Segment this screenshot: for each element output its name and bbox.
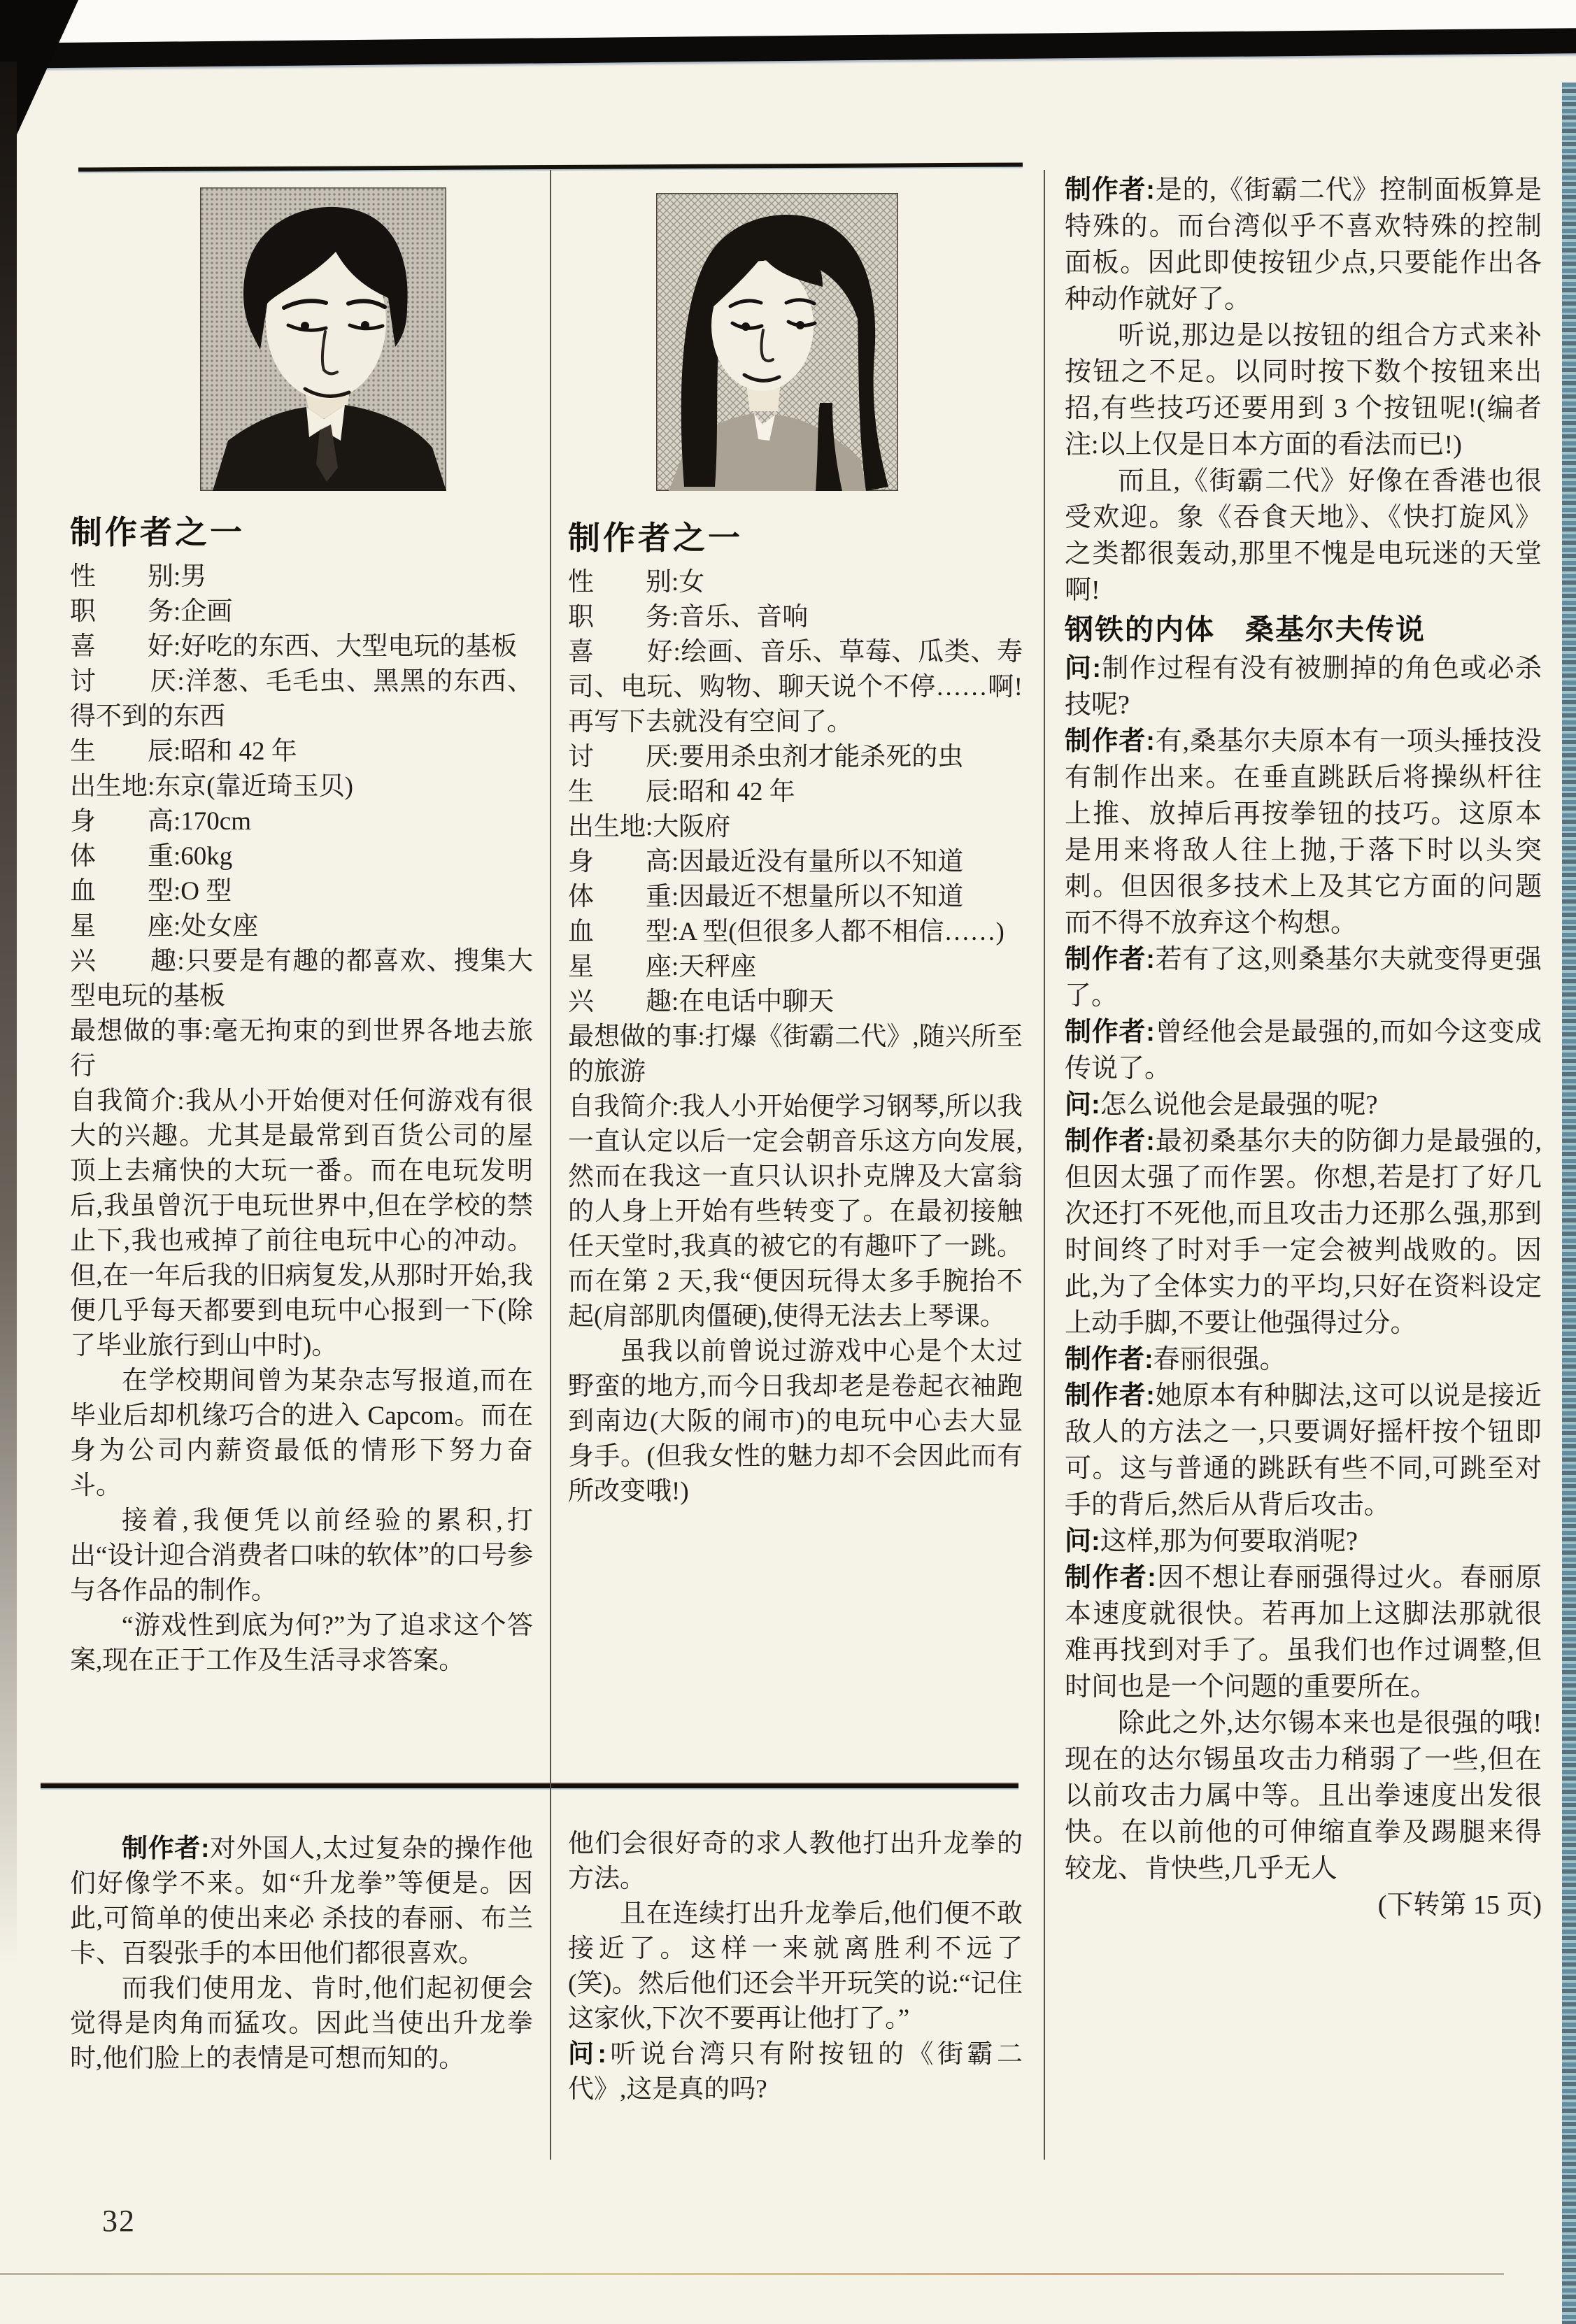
speaker-label: 制作者: xyxy=(1065,1381,1155,1411)
interview-bottom-left xyxy=(70,1831,533,2076)
creator1-column xyxy=(70,515,533,1678)
column-divider-left xyxy=(550,170,551,2160)
paragraph-text: 听说,那边是以按钮的组合方式来补按钮之不足。以同时按下数个按钮来出招,有些技巧还要用到 3 个按钮呢!(编者注:以上仅是日本方面的看法而已!) xyxy=(1065,321,1542,459)
profile-line: 性 别:女 xyxy=(568,568,705,597)
profile-line: 星 座:天秤座 xyxy=(568,953,757,981)
profile-line: 兴 趣:在电话中聊天 xyxy=(568,988,835,1016)
speaker-label: 制作者: xyxy=(1065,727,1155,756)
interview-paragraph xyxy=(1065,463,1542,608)
profile-line: 体 重:因最近不想量所以不知道 xyxy=(568,883,964,911)
paragraph-text: 而且,《街霸二代》好像在香港也很受欢迎。象《吞食天地》、《快打旋风》之类都很轰动,那里不愧是电玩迷的天堂啊! xyxy=(1065,466,1542,605)
profile-line: 最想做的事:打爆《街霸二代》,随兴所至的旅游 xyxy=(568,1022,1023,1086)
profile-line: 身 高:170cm xyxy=(70,807,251,836)
continuation-note: (下转第 15 页) xyxy=(1377,1890,1542,1920)
creator1-header: 制作者之一 xyxy=(70,514,245,550)
profile-line: 出生地:大阪府 xyxy=(568,813,731,841)
speaker-label: 制作者: xyxy=(1065,176,1155,205)
profile-line: 身 高:因最近没有量所以不知道 xyxy=(568,848,964,876)
interview-paragraph xyxy=(568,1827,1023,1897)
paragraph-text: 她原本有种脚法,这可以说是接近敌人的方法之一,只要调好摇杆按个钮即可。这与普通的跳跃有些不同,可跳至对手的背后,然后从背后攻击。 xyxy=(1065,1381,1542,1520)
profile-line: 喜 好:好吃的东西、大型电玩的基板 xyxy=(70,632,518,661)
interview-paragraph xyxy=(70,1831,533,1972)
interview-paragraph xyxy=(1065,172,1542,318)
profile-line: 兴 趣:只要是有趣的都喜欢、搜集大型电玩的基板 xyxy=(70,947,533,1011)
scan-right-edge-noise xyxy=(1562,83,1576,2324)
speaker-label: 制作者: xyxy=(1065,1345,1153,1374)
profile-line: 职 务:企画 xyxy=(70,597,233,626)
paragraph-text: 若有了这,则桑基尔夫就变得更强了。 xyxy=(1065,945,1542,1011)
profile-line: 血 型:O 型 xyxy=(70,877,232,906)
creator2-portrait-illustration xyxy=(656,193,898,491)
profile-line: 喜 好:绘画、音乐、草莓、瓜类、寿司、电玩、购物、聊天说个不停……啊!再写下去就没有空间了。 xyxy=(568,638,1023,736)
creator1-paragraph: 接着,我便凭以前经验的累积,打出“设计迎合消费者口味的软体”的口号参与各作品的制作。 xyxy=(70,1506,533,1605)
interview-paragraph xyxy=(70,1972,533,2076)
profile-line: 生 辰:昭和 42 年 xyxy=(70,737,297,766)
profile-line: 职 务:音乐、音响 xyxy=(568,603,809,632)
section-divider-rule xyxy=(41,1783,1018,1788)
paragraph-text: 他们会很好奇的求人教他打出升龙拳的方法。 xyxy=(568,1830,1023,1893)
creator1-paragraph: “游戏性到底为何?”为了追求这个答案,现在正于工作及生活寻求答案。 xyxy=(70,1611,533,1675)
interview-paragraph xyxy=(1065,650,1542,723)
young-woman-ink-portrait-icon xyxy=(656,193,898,491)
interview-paragraph xyxy=(1065,1705,1542,1887)
profile-line: 血 型:A 型(但很多人都不相信……) xyxy=(568,918,1004,946)
speaker-label: 制作者: xyxy=(1065,1127,1155,1156)
interview-paragraph xyxy=(1065,1087,1542,1123)
paragraph-text: 有,桑基尔夫原本有一项头捶技没有制作出来。在垂直跳跃后将操纵杆往上推、放掉后再按拳钮的技巧。这原本是用来将敌人往上抛,于落下时以头突刺。但因很多技术上及其它方面的问题而不得不放弃这个构想。 xyxy=(1065,727,1542,938)
column-divider-right xyxy=(1044,170,1045,2160)
interview-paragraph xyxy=(1065,1123,1542,1341)
speaker-label: 问: xyxy=(1065,654,1102,683)
profile-line: 自我简介:我人小开始便学习钢琴,所以我一直认定以后一定会朝音乐这方向发展,然而在我这一直只认识扑克牌及大富翁的人身上开始有些转变了。在最初接触任天堂时,我真的被它的有趣吓了一跳。而在第 2 天,我“便因玩得太多手腕抬不起(肩部肌肉僵硬),使得无法去上琴课。 xyxy=(568,1092,1023,1331)
paragraph-text: 除此之外,达尔锡本来也是很强的哦! 现在的达尔锡虽攻击力稍弱了一些,但在以前攻击力属中等。且出拳速度出发很快。在以前他的可伸缩直拳及踢腿来得较龙、肯快些,几乎无人 xyxy=(1065,1709,1542,1883)
scan-bottom-crease xyxy=(0,2273,1504,2275)
young-man-ink-portrait-icon xyxy=(200,187,446,491)
interview-paragraph xyxy=(1065,1341,1542,1378)
interview-paragraph xyxy=(568,2037,1023,2107)
speaker-label: 制作者: xyxy=(122,1834,210,1862)
profile-line: 讨 厌:要用杀虫剂才能杀死的虫 xyxy=(568,743,964,771)
interview-bottom-middle xyxy=(568,1827,1023,2107)
paragraph-text: 且在连续打出升龙拳后,他们便不敢接近了。这样一来就离胜利不远了(笑)。然后他们还会半开玩笑的说:“记住这家伙,下次不要再让他打了。” xyxy=(568,1899,1023,2033)
speaker-label: 问: xyxy=(568,2039,606,2068)
paragraph-text: 制作过程有没有被删掉的角色或必杀技呢? xyxy=(1065,654,1542,720)
interview-paragraph xyxy=(1065,1378,1542,1523)
section-header-zangief-legend: 钢铁的内体 桑基尔夫传说 xyxy=(1065,613,1426,646)
paragraph-text: 这样,那为何要取消呢? xyxy=(1100,1527,1358,1556)
profile-line: 性 别:男 xyxy=(70,562,207,591)
paragraph-text: 而我们使用龙、肯时,他们起初便会觉得是肉角而猛攻。因此当使出升龙拳时,他们脸上的表情是可想而知的。 xyxy=(70,1974,533,2073)
profile-line: 出生地:东京(靠近琦玉贝) xyxy=(70,772,353,801)
speaker-label: 制作者: xyxy=(1065,1563,1156,1592)
interview-paragraph xyxy=(1065,1014,1542,1087)
paragraph-text: 是的,《街霸二代》控制面板算是特殊的。而台湾似乎不喜欢特殊的控制面板。因此即使按钮少点,只要能作出各种动作就好了。 xyxy=(1065,176,1542,314)
interview-paragraph xyxy=(1065,318,1542,463)
creator2-paragraph: 虽我以前曾说过游戏中心是个太过野蛮的地方,而今日我却老是卷起衣袖跑到南边(大阪的闹市)的电玩中心去大显身手。(但我女性的魅力却不会因此而有所改变哦!) xyxy=(568,1337,1023,1506)
interview-paragraph xyxy=(1065,1560,1542,1705)
paragraph-text: 春丽很强。 xyxy=(1153,1345,1286,1374)
interview-paragraph xyxy=(1065,1523,1542,1560)
paragraph-text: 听说台湾只有附按钮的《街霸二代》,这是真的吗? xyxy=(568,2040,1023,2104)
interview-paragraph xyxy=(1065,941,1542,1014)
paragraph-text: 因不想让春丽强得过火。春丽原本速度就很快。若再加上这脚法那就很难再找到对手了。虽我们也作过调整,但时间也是一个问题的重要所在。 xyxy=(1065,1563,1542,1702)
interview-right-column xyxy=(1065,172,1542,1923)
speaker-label: 问: xyxy=(1065,1090,1100,1120)
creator2-column xyxy=(568,520,1023,1509)
profile-line: 星 座:处女座 xyxy=(70,912,259,941)
profile-line: 生 辰:昭和 42 年 xyxy=(568,778,795,806)
creator1-paragraph: 在学校期间曾为某杂志写报道,而在毕业后却机缘巧合的进入 Capcom。而在身为公司内薪资最低的情形下努力奋斗。 xyxy=(70,1367,533,1500)
profile-line: 体 重:60kg xyxy=(70,842,233,871)
paragraph-text: 怎么说他会是最强的呢? xyxy=(1100,1090,1378,1120)
creator1-portrait-illustration xyxy=(200,187,446,491)
speaker-label: 制作者: xyxy=(1065,1018,1155,1047)
creator2-header: 制作者之一 xyxy=(568,520,743,556)
speaker-label: 问: xyxy=(1065,1527,1100,1556)
profile-line: 最想做的事:毫无拘束的到世界各地去旅行 xyxy=(70,1017,533,1081)
paragraph-text: 曾经他会是最强的,而如今这变成传说了。 xyxy=(1065,1018,1542,1083)
paragraph-text: 对外国人,太过复杂的操作他们好像学不来。如“升龙拳”等便是。因此,可简单的使出来必 杀技的春丽、布兰卡、百裂张手的本田他们都很喜欢。 xyxy=(70,1834,533,1968)
profile-line: 讨 厌:洋葱、毛毛虫、黑黑的东西、得不到的东西 xyxy=(70,667,533,731)
interview-paragraph xyxy=(1065,723,1542,941)
interview-paragraph xyxy=(568,1897,1023,2037)
profile-line: 自我简介:我从小开始便对任何游戏有很大的兴趣。尤其是最常到百货公司的屋顶上去痛快的大玩一番。而在电玩发明后,我虽曾沉于电玩世界中,但在学校的禁止下,我也戒掉了前往电玩中心的冲动。但,在一年后我的旧病复发,从那时开始,我便几乎每天都要到电玩中心报到一下(除了毕业旅行到山中时)。 xyxy=(70,1087,533,1360)
speaker-label: 制作者: xyxy=(1065,945,1155,974)
page-number: 32 xyxy=(102,2204,136,2238)
paragraph-text: 最初桑基尔夫的防御力是最强的,但因太强了而作罢。你想,若是打了好几次还打不死他,而且攻击力还那么强,那到时间终了时对手一定会被判战败的。因此,为了全体实力的平均,只好在资料设定上动手脚,不要让他强得过分。 xyxy=(1065,1127,1542,1338)
scan-left-shadow xyxy=(0,62,17,1964)
